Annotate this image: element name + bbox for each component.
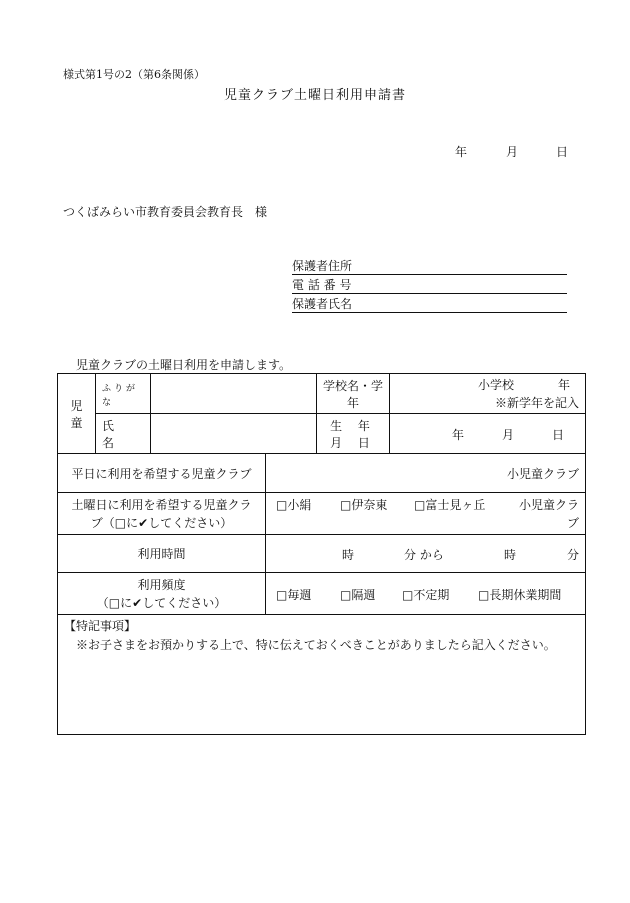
time-label: 利用時間	[58, 535, 266, 573]
frequency-options	[266, 573, 586, 615]
freq-option-weekly[interactable]: □毎週	[276, 587, 312, 602]
special-notes[interactable]	[58, 615, 586, 735]
addressee: つくばみらい市教育委員会教育長 様	[63, 205, 268, 219]
table-row	[58, 454, 586, 493]
guardian-phone-field[interactable]	[292, 278, 567, 294]
school-label: 学校名・学年	[317, 374, 390, 414]
date-year-label: 年	[455, 145, 468, 159]
guardian-address-field[interactable]	[292, 259, 567, 275]
date-day-label: 日	[556, 145, 569, 159]
new-grade-note: ※新学年を記入	[494, 395, 579, 410]
freq-option-biweekly[interactable]: □隔週	[340, 587, 376, 602]
page-title: 児童クラブ土曜日利用申請書	[223, 88, 406, 103]
guardian-name-field[interactable]	[292, 297, 567, 313]
child-label: 児 童	[58, 374, 96, 454]
saturday-club-suffix: 小児童クラ	[518, 497, 579, 512]
freq-option-irregular[interactable]: □不定期	[402, 587, 450, 602]
notes-text: ※お子さまをお預かりする上で、特に伝えておくべきことがありましたら記入ください。	[76, 638, 556, 652]
lead-text: 児童クラブの土曜日利用を申請します。	[76, 358, 292, 372]
birth-day-label: 日	[552, 427, 565, 442]
time-input[interactable]	[266, 535, 586, 573]
form-number: 様式第1号の2（第6条関係）	[63, 68, 205, 81]
furigana-label: ふりがな	[102, 383, 139, 408]
time-hour2: 時	[504, 547, 517, 562]
time-minute2: 分	[566, 547, 579, 562]
weekday-club-label: 平日に利用を希望する児童クラブ	[58, 454, 266, 493]
birth-label: 生 年 月 日	[317, 414, 390, 454]
freq-label-line2: （□に✔してください）	[96, 595, 227, 610]
furigana-label-cell	[96, 374, 151, 414]
guardian-phone-label: 電 話 番 号	[292, 278, 352, 292]
grade-suffix: 年	[558, 377, 571, 392]
guardian-address-label: 保護者住所	[292, 259, 353, 273]
name-input[interactable]	[151, 414, 317, 454]
guardian-name-label: 保護者氏名	[292, 297, 353, 311]
time-minute-from: 分 から	[404, 547, 444, 562]
freq-label-line1: 利用頻度	[137, 577, 186, 592]
table-row	[58, 573, 586, 615]
school-input[interactable]	[390, 374, 586, 414]
weekday-club-input[interactable]	[266, 454, 586, 493]
table-row	[58, 615, 586, 735]
application-table	[57, 373, 586, 735]
saturday-club-options	[266, 493, 586, 535]
notes-title: 【特記事項】	[64, 619, 137, 633]
saturday-label-line1: 土曜日に利用を希望する児童クラ	[71, 497, 252, 512]
name-label: 氏 名	[96, 414, 151, 454]
freq-option-long-vacation[interactable]: □長期休業期間	[478, 587, 562, 602]
saturday-club-label	[58, 493, 266, 535]
school-suffix: 小学校	[478, 377, 515, 392]
saturday-option-inahigashi[interactable]: □伊奈東	[340, 497, 388, 512]
furigana-input[interactable]	[151, 374, 317, 414]
date-month-label: 月	[506, 145, 519, 159]
frequency-label	[58, 573, 266, 615]
table-row	[58, 493, 586, 535]
saturday-label-line2: ブ（□に✔してください）	[90, 515, 233, 530]
table-row	[58, 374, 586, 414]
birth-input[interactable]	[390, 414, 586, 454]
saturday-option-fujimigaoka[interactable]: □富士見ヶ丘	[414, 497, 486, 512]
table-row	[58, 414, 586, 454]
saturday-club-suffix-line2: ブ	[566, 515, 579, 530]
table-row	[58, 535, 586, 573]
time-hour1: 時	[342, 547, 355, 562]
weekday-club-suffix: 小児童クラブ	[506, 466, 579, 481]
birth-month-label: 月	[502, 427, 515, 442]
birth-year-label: 年	[452, 427, 465, 442]
saturday-option-kokinu[interactable]: □小絹	[276, 497, 312, 512]
